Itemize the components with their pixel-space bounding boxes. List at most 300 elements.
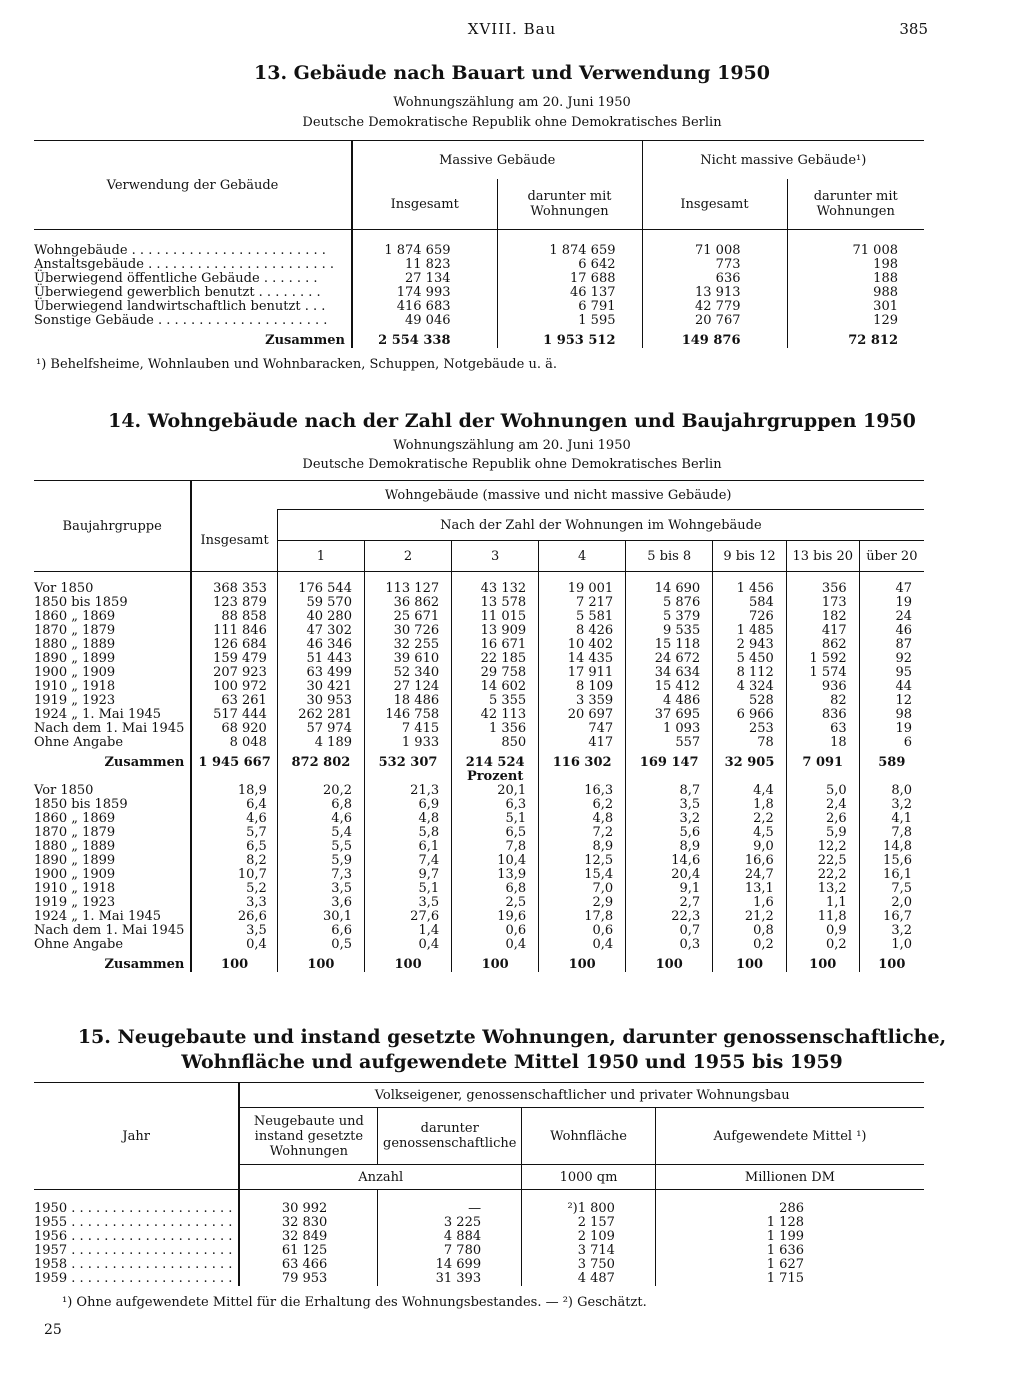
value-cell: 207 923 <box>191 666 277 680</box>
row-label: 1860 „ 1869 <box>34 811 116 826</box>
row-label: Wohngebäude . . . . . . . . . . . . . . . . . . . . . . . . <box>34 243 326 258</box>
total-cell: 589 <box>859 750 924 770</box>
value-cell: 88 858 <box>191 610 277 624</box>
value-cell: 59 570 <box>277 596 364 610</box>
spacer-cell <box>859 770 924 784</box>
value-cell: 6 791 <box>497 300 642 314</box>
table-row <box>34 1216 924 1230</box>
value-cell: 9 535 <box>626 624 713 638</box>
table-row <box>34 798 924 812</box>
table13-group-nonmassive: Nicht massive Gebäude¹) <box>642 141 924 180</box>
table13-subtitle-1: Wohnungszählung am 20. Juni 1950 <box>393 95 631 110</box>
table14-body <box>34 572 924 973</box>
value-cell: 6,8 <box>277 798 364 812</box>
value-cell: 27 134 <box>352 272 497 286</box>
table-row <box>34 854 924 868</box>
table13-spacer-row <box>34 230 924 245</box>
value-cell: 71 008 <box>787 244 924 258</box>
table-row <box>34 784 924 798</box>
value-cell: 10,4 <box>452 854 539 868</box>
spacer-cell <box>642 230 787 245</box>
table-row <box>34 272 924 286</box>
value-cell: 1 456 <box>713 582 787 596</box>
value-cell: 63 466 <box>239 1258 377 1272</box>
table-row <box>34 1230 924 1244</box>
value-cell: 6,9 <box>364 798 451 812</box>
value-cell: 936 <box>786 680 859 694</box>
value-cell: 1 715 <box>655 1272 924 1286</box>
table15-unit-area: 1000 qm <box>522 1165 656 1190</box>
value-cell: 4,1 <box>859 812 924 826</box>
value-cell: 1,0 <box>859 938 924 952</box>
value-cell: 63 <box>786 722 859 736</box>
table-row <box>34 938 924 952</box>
value-cell: 174 993 <box>352 286 497 300</box>
value-cell: 0,9 <box>786 924 859 938</box>
value-cell: 1 627 <box>655 1258 924 1272</box>
table13-sub-total-2: Insgesamt <box>642 179 787 230</box>
value-cell: 176 544 <box>277 582 364 596</box>
value-cell: 13 913 <box>642 286 787 300</box>
value-cell: 2,9 <box>539 896 626 910</box>
value-cell: 2 157 <box>522 1216 656 1230</box>
value-cell: 1 199 <box>655 1230 924 1244</box>
table-row <box>34 924 924 938</box>
value-cell: 30 992 <box>239 1202 377 1216</box>
value-cell: 5,6 <box>626 826 713 840</box>
row-label: 1924 „ 1. Mai 1945 <box>34 909 162 924</box>
value-cell: 5 876 <box>626 596 713 610</box>
table-row <box>34 882 924 896</box>
total-cell: 100 <box>277 952 364 972</box>
value-cell: 5,5 <box>277 840 364 854</box>
value-cell: 6,1 <box>364 840 451 854</box>
value-cell: 30 726 <box>364 624 451 638</box>
total-cell: 100 <box>713 952 787 972</box>
value-cell: 20,4 <box>626 868 713 882</box>
value-cell: 4 189 <box>277 736 364 750</box>
total-cell: 2 554 338 <box>352 328 497 348</box>
value-cell: 301 <box>787 300 924 314</box>
value-cell: 37 695 <box>626 708 713 722</box>
value-cell: 5,4 <box>277 826 364 840</box>
table14-group-sub: Nach der Zahl der Wohnungen im Wohngebäude <box>277 510 924 541</box>
table-row <box>34 300 924 314</box>
value-cell: 14,6 <box>626 854 713 868</box>
value-cell: 11,8 <box>786 910 859 924</box>
value-cell: 0,3 <box>626 938 713 952</box>
value-cell: 8 109 <box>539 680 626 694</box>
value-cell: 3,3 <box>191 896 277 910</box>
value-cell: 31 393 <box>378 1272 522 1286</box>
value-cell: 14 435 <box>539 652 626 666</box>
row-label: 1870 „ 1879 <box>34 825 116 840</box>
value-cell: 4 884 <box>378 1230 522 1244</box>
value-cell: 3,2 <box>859 798 924 812</box>
value-cell: 13 909 <box>452 624 539 638</box>
value-cell: 30 421 <box>277 680 364 694</box>
year-label: 1955 . . . . . . . . . . . . . . . . . . . . <box>34 1215 233 1230</box>
value-cell: 862 <box>786 638 859 652</box>
value-cell: 20,2 <box>277 784 364 798</box>
spacer-cell <box>277 770 364 784</box>
value-cell: 2 943 <box>713 638 787 652</box>
year-label: 1950 . . . . . . . . . . . . . . . . . . . . <box>34 1201 233 1216</box>
table13-col-label: Verwendung der Gebäude <box>34 141 352 230</box>
value-cell: 6,8 <box>452 882 539 896</box>
table-row <box>34 826 924 840</box>
value-cell: 5,9 <box>786 826 859 840</box>
total-cell: 169 147 <box>626 750 713 770</box>
value-cell: 7,0 <box>539 882 626 896</box>
value-cell: 20 767 <box>642 314 787 328</box>
value-cell: 17,8 <box>539 910 626 924</box>
table13-group-massive: Massive Gebäude <box>352 141 642 180</box>
total-label: Zusammen <box>265 333 345 348</box>
value-cell: 46 <box>859 624 924 638</box>
value-cell: 5 355 <box>452 694 539 708</box>
value-cell: 15,4 <box>539 868 626 882</box>
value-cell: 19 001 <box>539 582 626 596</box>
table14 <box>34 480 924 972</box>
value-cell: 2,0 <box>859 896 924 910</box>
value-cell: 30,1 <box>277 910 364 924</box>
value-cell: 63 499 <box>277 666 364 680</box>
value-cell: 0,8 <box>713 924 787 938</box>
value-cell: 988 <box>787 286 924 300</box>
value-cell: 4,4 <box>713 784 787 798</box>
value-cell: 32 255 <box>364 638 451 652</box>
value-cell: 10,7 <box>191 868 277 882</box>
value-cell: 6,6 <box>277 924 364 938</box>
spacer-cell <box>497 230 642 245</box>
value-cell: 6 642 <box>497 258 642 272</box>
value-cell: 98 <box>859 708 924 722</box>
value-cell: 1,1 <box>786 896 859 910</box>
row-label: Überwiegend landwirtschaftlich benutzt . . . <box>34 299 326 314</box>
total-cell: 1 945 667 <box>191 750 277 770</box>
value-cell: 2 109 <box>522 1230 656 1244</box>
table15-col-floor-area: Wohnfläche <box>522 1108 656 1165</box>
table14-col-0: 1 <box>277 541 364 572</box>
total-label: Zusammen <box>104 957 185 972</box>
table-row <box>34 708 924 722</box>
year-label: 1957 . . . . . . . . . . . . . . . . . . . . <box>34 1243 233 1258</box>
value-cell: 46 137 <box>497 286 642 300</box>
spacer-cell <box>378 1190 522 1203</box>
table15 <box>34 1082 924 1286</box>
year-label: 1959 . . . . . . . . . . . . . . . . . . . . <box>34 1271 233 1286</box>
value-cell: 61 125 <box>239 1244 377 1258</box>
table13-title: 13. Gebäude nach Bauart und Verwendung 1950 <box>254 62 770 84</box>
spacer-cell <box>364 770 451 784</box>
value-cell: 3 750 <box>522 1258 656 1272</box>
value-cell: 4 324 <box>713 680 787 694</box>
value-cell: 557 <box>626 736 713 750</box>
value-cell: 3 225 <box>378 1216 522 1230</box>
table14-col-6: 13 bis 20 <box>786 541 859 572</box>
table15-body <box>34 1190 924 1287</box>
value-cell: 0,4 <box>364 938 451 952</box>
spacer-cell <box>859 572 924 583</box>
row-label: Sonstige Gebäude . . . . . . . . . . . . . . . . . . . . . <box>34 313 328 328</box>
value-cell: 5,9 <box>277 854 364 868</box>
value-cell: — <box>378 1202 522 1216</box>
value-cell: 4,8 <box>539 812 626 826</box>
value-cell: 1 874 659 <box>352 244 497 258</box>
table-row <box>34 868 924 882</box>
value-cell: 6 966 <box>713 708 787 722</box>
value-cell: 182 <box>786 610 859 624</box>
table15-unit-count: Anzahl <box>239 1165 521 1190</box>
value-cell: 7,8 <box>452 840 539 854</box>
value-cell: 16 671 <box>452 638 539 652</box>
value-cell: 7,8 <box>859 826 924 840</box>
value-cell: 4 487 <box>522 1272 656 1286</box>
value-cell: 3,5 <box>364 896 451 910</box>
value-cell: 126 684 <box>191 638 277 652</box>
total-cell: 116 302 <box>539 750 626 770</box>
value-cell: 20 697 <box>539 708 626 722</box>
value-cell: 159 479 <box>191 652 277 666</box>
value-cell: 198 <box>787 258 924 272</box>
value-cell: 0,6 <box>452 924 539 938</box>
value-cell: 3,5 <box>277 882 364 896</box>
table-row <box>34 1258 924 1272</box>
total-cell: 100 <box>626 952 713 972</box>
row-label: 1870 „ 1879 <box>34 623 116 638</box>
value-cell: 3,6 <box>277 896 364 910</box>
total-cell: 872 802 <box>277 750 364 770</box>
row-label: Nach dem 1. Mai 1945 <box>34 923 185 938</box>
table-row <box>34 244 924 258</box>
value-cell: 5,1 <box>452 812 539 826</box>
value-cell: 63 261 <box>191 694 277 708</box>
value-cell: 1 874 659 <box>497 244 642 258</box>
row-label: Anstaltsgebäude . . . . . . . . . . . . . . . . . . . . . . . <box>34 257 335 272</box>
row-label: 1890 „ 1899 <box>34 853 116 868</box>
table-row <box>34 896 924 910</box>
table-row <box>34 610 924 624</box>
table14-col-5: 9 bis 12 <box>713 541 787 572</box>
value-cell: 12 <box>859 694 924 708</box>
table14-group-top: Wohngebäude (massive und nicht massive Gebäude) <box>191 481 924 510</box>
row-label: Überwiegend gewerblich benutzt . . . . . . . . <box>34 285 321 300</box>
table-row-total <box>34 952 924 972</box>
value-cell: 113 127 <box>364 582 451 596</box>
value-cell: 14,8 <box>859 840 924 854</box>
value-cell: 12,5 <box>539 854 626 868</box>
value-cell: 4,6 <box>191 812 277 826</box>
table14-col-4: 5 bis 8 <box>626 541 713 572</box>
table14-col-label: Baujahrgruppe <box>34 481 191 572</box>
value-cell: 123 879 <box>191 596 277 610</box>
total-label: Zusammen <box>104 755 185 770</box>
value-cell: 20,1 <box>452 784 539 798</box>
table-row-total <box>34 750 924 770</box>
value-cell: 0,4 <box>539 938 626 952</box>
value-cell: 3 359 <box>539 694 626 708</box>
value-cell: 416 683 <box>352 300 497 314</box>
value-cell: 46 346 <box>277 638 364 652</box>
value-cell: 16,7 <box>859 910 924 924</box>
table-row <box>34 624 924 638</box>
value-cell: 14 602 <box>452 680 539 694</box>
value-cell: 6,4 <box>191 798 277 812</box>
value-cell: 36 862 <box>364 596 451 610</box>
table-row <box>34 736 924 750</box>
value-cell: 13 578 <box>452 596 539 610</box>
value-cell: 4,8 <box>364 812 451 826</box>
value-cell: 2,7 <box>626 896 713 910</box>
value-cell: 417 <box>539 736 626 750</box>
table14-subtitle-2: Deutsche Demokratische Republik ohne Demokratisches Berlin <box>302 457 722 472</box>
total-cell: 100 <box>539 952 626 972</box>
row-label: 1910 „ 1918 <box>34 881 116 896</box>
row-label: 1850 bis 1859 <box>34 595 128 610</box>
value-cell: 0,4 <box>191 938 277 952</box>
value-cell: 3,5 <box>191 924 277 938</box>
table-row <box>34 596 924 610</box>
table13-footnote: ¹) Behelfsheime, Wohnlauben und Wohnbaracken, Schuppen, Notgebäude u. ä. <box>36 357 557 372</box>
value-cell: 636 <box>642 272 787 286</box>
value-cell: 78 <box>713 736 787 750</box>
table14-title: 14. Wohngebäude nach der Zahl der Wohnungen und Baujahrgruppen 1950 <box>108 410 916 432</box>
value-cell: 2,4 <box>786 798 859 812</box>
value-cell: 13,1 <box>713 882 787 896</box>
value-cell: 9,7 <box>364 868 451 882</box>
value-cell: 1 485 <box>713 624 787 638</box>
table-row <box>34 812 924 826</box>
page-number: 385 <box>899 20 928 38</box>
spacer-cell <box>539 770 626 784</box>
table13-sub-with-flats-1: darunter mit Wohnungen <box>497 179 642 230</box>
section-title: XVIII. Bau <box>467 20 557 38</box>
table-row <box>34 1244 924 1258</box>
value-cell: ²)1 800 <box>522 1202 656 1216</box>
value-cell: 6,2 <box>539 798 626 812</box>
value-cell: 8 048 <box>191 736 277 750</box>
value-cell: 4,6 <box>277 812 364 826</box>
value-cell: 16,6 <box>713 854 787 868</box>
row-label: 1919 „ 1923 <box>34 693 116 708</box>
value-cell: 32 830 <box>239 1216 377 1230</box>
row-label: 1890 „ 1899 <box>34 651 116 666</box>
value-cell: 8,9 <box>539 840 626 854</box>
value-cell: 6,5 <box>191 840 277 854</box>
value-cell: 5,2 <box>191 882 277 896</box>
value-cell: 726 <box>713 610 787 624</box>
value-cell: 8,9 <box>626 840 713 854</box>
value-cell: 6 <box>859 736 924 750</box>
value-cell: 417 <box>786 624 859 638</box>
value-cell: 25 671 <box>364 610 451 624</box>
table14-col-1: 2 <box>364 541 451 572</box>
value-cell: 16,3 <box>539 784 626 798</box>
table-row <box>34 1202 924 1216</box>
row-label: 1850 bis 1859 <box>34 797 128 812</box>
value-cell: 7 217 <box>539 596 626 610</box>
value-cell: 17 688 <box>497 272 642 286</box>
value-cell: 4,5 <box>713 826 787 840</box>
table15-title-line-1: 15. Neugebaute und instand gesetzte Wohnungen, darunter genossenschaftliche, <box>77 1026 947 1048</box>
value-cell: 39 610 <box>364 652 451 666</box>
value-cell: 3,2 <box>859 924 924 938</box>
row-label: 1900 „ 1909 <box>34 665 116 680</box>
value-cell: 7,3 <box>277 868 364 882</box>
table15-unit-money: Millionen DM <box>655 1165 924 1190</box>
row-label: Ohne Angabe <box>34 735 124 750</box>
total-cell: 100 <box>191 952 277 972</box>
value-cell: 11 823 <box>352 258 497 272</box>
value-cell: 528 <box>713 694 787 708</box>
value-cell: 253 <box>713 722 787 736</box>
table-row <box>34 722 924 736</box>
value-cell: 262 281 <box>277 708 364 722</box>
value-cell: 19 <box>859 596 924 610</box>
value-cell: 19,6 <box>452 910 539 924</box>
value-cell: 1 356 <box>452 722 539 736</box>
value-cell: 87 <box>859 638 924 652</box>
value-cell: 1 128 <box>655 1216 924 1230</box>
running-header <box>0 20 1024 42</box>
value-cell: 32 849 <box>239 1230 377 1244</box>
value-cell: 13,2 <box>786 882 859 896</box>
spacer-cell <box>787 230 924 245</box>
total-cell: 72 812 <box>787 328 924 348</box>
value-cell: 24 <box>859 610 924 624</box>
value-cell: 27,6 <box>364 910 451 924</box>
table-row <box>34 314 924 328</box>
value-cell: 47 302 <box>277 624 364 638</box>
value-cell: 836 <box>786 708 859 722</box>
value-cell: 15,6 <box>859 854 924 868</box>
value-cell: 0,6 <box>539 924 626 938</box>
row-label: Ohne Angabe <box>34 937 124 952</box>
value-cell: 14 699 <box>378 1258 522 1272</box>
table15-col-label: Jahr <box>34 1083 239 1190</box>
value-cell: 7 780 <box>378 1244 522 1258</box>
table13-subtitle-2: Deutsche Demokratische Republik ohne Demokratisches Berlin <box>302 115 722 130</box>
table13-body <box>34 230 924 349</box>
spacer-cell <box>191 770 277 784</box>
value-cell: 22 185 <box>452 652 539 666</box>
value-cell: 7 415 <box>364 722 451 736</box>
percent-label: Prozent <box>452 770 539 784</box>
year-label: 1956 . . . . . . . . . . . . . . . . . . . . <box>34 1229 233 1244</box>
value-cell: 18 486 <box>364 694 451 708</box>
percent-header-row <box>34 770 924 784</box>
spacer-cell <box>352 230 497 245</box>
table14-subtitle-1: Wohnungszählung am 20. Juni 1950 <box>393 438 631 453</box>
value-cell: 42 779 <box>642 300 787 314</box>
value-cell: 5 450 <box>713 652 787 666</box>
value-cell: 3,2 <box>626 812 713 826</box>
value-cell: 2,2 <box>713 812 787 826</box>
value-cell: 286 <box>655 1202 924 1216</box>
value-cell: 0,4 <box>452 938 539 952</box>
value-cell: 49 046 <box>352 314 497 328</box>
value-cell: 5,1 <box>364 882 451 896</box>
value-cell: 5,0 <box>786 784 859 798</box>
value-cell: 40 280 <box>277 610 364 624</box>
value-cell: 24,7 <box>713 868 787 882</box>
value-cell: 19 <box>859 722 924 736</box>
value-cell: 30 953 <box>277 694 364 708</box>
page-signature: 25 <box>44 1322 62 1338</box>
table-row <box>34 666 924 680</box>
value-cell: 26,6 <box>191 910 277 924</box>
